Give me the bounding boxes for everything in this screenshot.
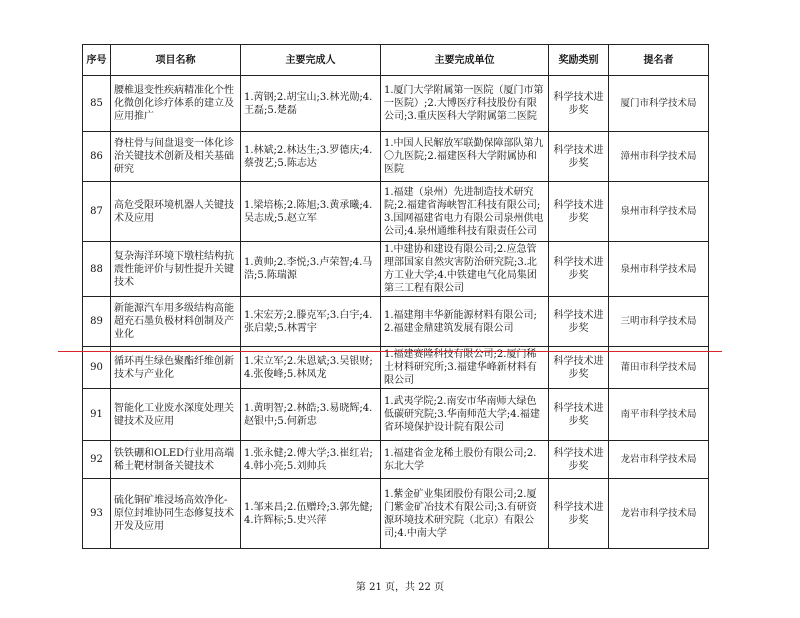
cell-people: 1.梁培栋;2.陈旭;3.黄承曦;4.吴志成;5.赵立军 xyxy=(241,182,381,242)
table-row xyxy=(83,76,709,132)
cell-people: 1.黄明智;2.林皓;3.易晓辉;4.赵银中;5.何新忠 xyxy=(241,389,381,441)
cell-project: 硫化铜矿堆浸场高效净化-原位封堆协同生态修复技术开发及应用 xyxy=(111,479,241,549)
table-row xyxy=(83,441,709,479)
cell-no: 90 xyxy=(83,347,111,389)
cell-no: 85 xyxy=(83,76,111,132)
cell-no: 92 xyxy=(83,441,111,479)
cell-no: 89 xyxy=(83,297,111,347)
table-row xyxy=(83,242,709,297)
cell-no: 91 xyxy=(83,389,111,441)
cell-no: 93 xyxy=(83,479,111,549)
cell-units: 1.福建省金龙稀土股份有限公司;2.东北大学 xyxy=(381,441,549,479)
cell-award-type: 科学技术进步奖 xyxy=(549,242,609,297)
cell-award-type: 科学技术进步奖 xyxy=(549,479,609,549)
cell-nominator: 南平市科学技术局 xyxy=(609,389,709,441)
cell-no: 87 xyxy=(83,182,111,242)
cell-units: 1.中建协和建设有限公司;2.应急管理部国家自然灾害防治研究院;3.北方工业大学;4.中铁建电气化局集团第三工程有限公司 xyxy=(381,242,549,297)
table-row xyxy=(83,297,709,347)
cell-project: 新能源汽车用多级结构高能超充石墨负极材料创制及产业化 xyxy=(111,297,241,347)
cell-award-type: 科学技术进步奖 xyxy=(549,76,609,132)
cell-nominator: 泉州市科学技术局 xyxy=(609,242,709,297)
cell-award-type: 科学技术进步奖 xyxy=(549,297,609,347)
cell-units: 1.福建翔丰华新能源材料有限公司;2.福建金鼎建筑发展有限公司 xyxy=(381,297,549,347)
header-nominator: 提名者 xyxy=(609,45,709,76)
header-project: 项目名称 xyxy=(111,45,241,76)
cell-people: 1.张永健;2.傅大学;3.崔红岩;4.韩小亮;5.刘帅兵 xyxy=(241,441,381,479)
header-units: 主要完成单位 xyxy=(381,45,549,76)
cell-units: 1.厦门大学附属第一医院（厦门市第一医院）;2.大博医疗科技股份有限公司;3.重庆医科大学附属第二医院 xyxy=(381,76,549,132)
cell-project: 复杂海洋环境下墩柱结构抗震性能评价与韧性提升关键技术 xyxy=(111,242,241,297)
cell-units: 1.福建赛隆科技有限公司;2.厦门稀土材料研究所;3.福建华峰新材料有限公司 xyxy=(381,347,549,389)
table-row xyxy=(83,132,709,182)
cell-units: 1.紫金矿业集团股份有限公司;2.厦门紫金矿冶技术有限公司;3.有研资源环境技术研究院（北京）有限公司;4.中南大学 xyxy=(381,479,549,549)
header-people: 主要完成人 xyxy=(241,45,381,76)
cell-people: 1.邹来昌;2.伍赠玲;3.郭先健;4.许辉标;5.史兴萍 xyxy=(241,479,381,549)
cell-no: 86 xyxy=(83,132,111,182)
cell-people: 1.宋宏芳;2.滕克军;3.白宇;4.张启蒙;5.林霄宇 xyxy=(241,297,381,347)
cell-people: 1.苪钢;2.胡宝山;3.林光勋;4.王磊;5.楚磊 xyxy=(241,76,381,132)
cell-people: 1.宋立军;2.朱恩斌;3.吴银财;4.张俊峰;5.林凤龙 xyxy=(241,347,381,389)
cell-nominator: 龙岩市科学技术局 xyxy=(609,479,709,549)
cell-nominator: 莆田市科学技术局 xyxy=(609,347,709,389)
table-row xyxy=(83,389,709,441)
page-footer: 第 21 页，共 22 页 xyxy=(355,582,445,593)
header-award-type: 奖励类别 xyxy=(549,45,609,76)
cell-award-type: 科学技术进步奖 xyxy=(549,182,609,242)
header-no: 序号 xyxy=(83,45,111,76)
cell-project: 循环再生绿色聚酯纤维创新技术与产业化 xyxy=(111,347,241,389)
table-row xyxy=(83,347,709,389)
cell-nominator: 三明市科学技术局 xyxy=(609,297,709,347)
table-header-row xyxy=(83,45,709,76)
cell-no: 88 xyxy=(83,242,111,297)
cell-award-type: 科学技术进步奖 xyxy=(549,441,609,479)
cell-units: 1.武夷学院;2.南安市华南师大绿色低碳研究院;3.华南师范大学;4.福建省环境保护设计院有限公司 xyxy=(381,389,549,441)
red-annotation-line xyxy=(58,351,722,352)
cell-award-type: 科学技术进步奖 xyxy=(549,132,609,182)
table-row xyxy=(83,182,709,242)
cell-people: 1.黄帅;2.李悦;3.卢荣智;4.马浩;5.陈瑞源 xyxy=(241,242,381,297)
cell-nominator: 厦门市科学技术局 xyxy=(609,76,709,132)
cell-project: 高危受限环境机器人关键技术及应用 xyxy=(111,182,241,242)
cell-award-type: 科学技术进步奖 xyxy=(549,347,609,389)
table-row xyxy=(83,479,709,549)
awards-table xyxy=(82,44,709,549)
cell-project: 腰椎退变性疾病精准化个性化微创化诊疗体系的建立及应用推广 xyxy=(111,76,241,132)
cell-units: 1.福建（泉州）先进制造技术研究院;2.福建省海峡智汇科技有限公司;3.国网福建省电力有限公司泉州供电公司;4.泉州通维科技有限责任公司 xyxy=(381,182,549,242)
cell-units: 1.中国人民解放军联勤保障部队第九〇九医院;2.福建医科大学附属协和医院 xyxy=(381,132,549,182)
cell-project: 智能化工业废水深度处理关键技术及应用 xyxy=(111,389,241,441)
cell-project: 铁铁硼和OLED行业用高端稀土靶材制备关键技术 xyxy=(111,441,241,479)
cell-people: 1.林斌;2.林达生;3.罗德庆;4.蔡弢艺;5.陈志达 xyxy=(241,132,381,182)
cell-nominator: 漳州市科学技术局 xyxy=(609,132,709,182)
cell-project: 脊柱骨与间盘退变一体化诊治关键技术创新及相关基础研究 xyxy=(111,132,241,182)
cell-nominator: 泉州市科学技术局 xyxy=(609,182,709,242)
cell-award-type: 科学技术进步奖 xyxy=(549,389,609,441)
cell-nominator: 龙岩市科学技术局 xyxy=(609,441,709,479)
